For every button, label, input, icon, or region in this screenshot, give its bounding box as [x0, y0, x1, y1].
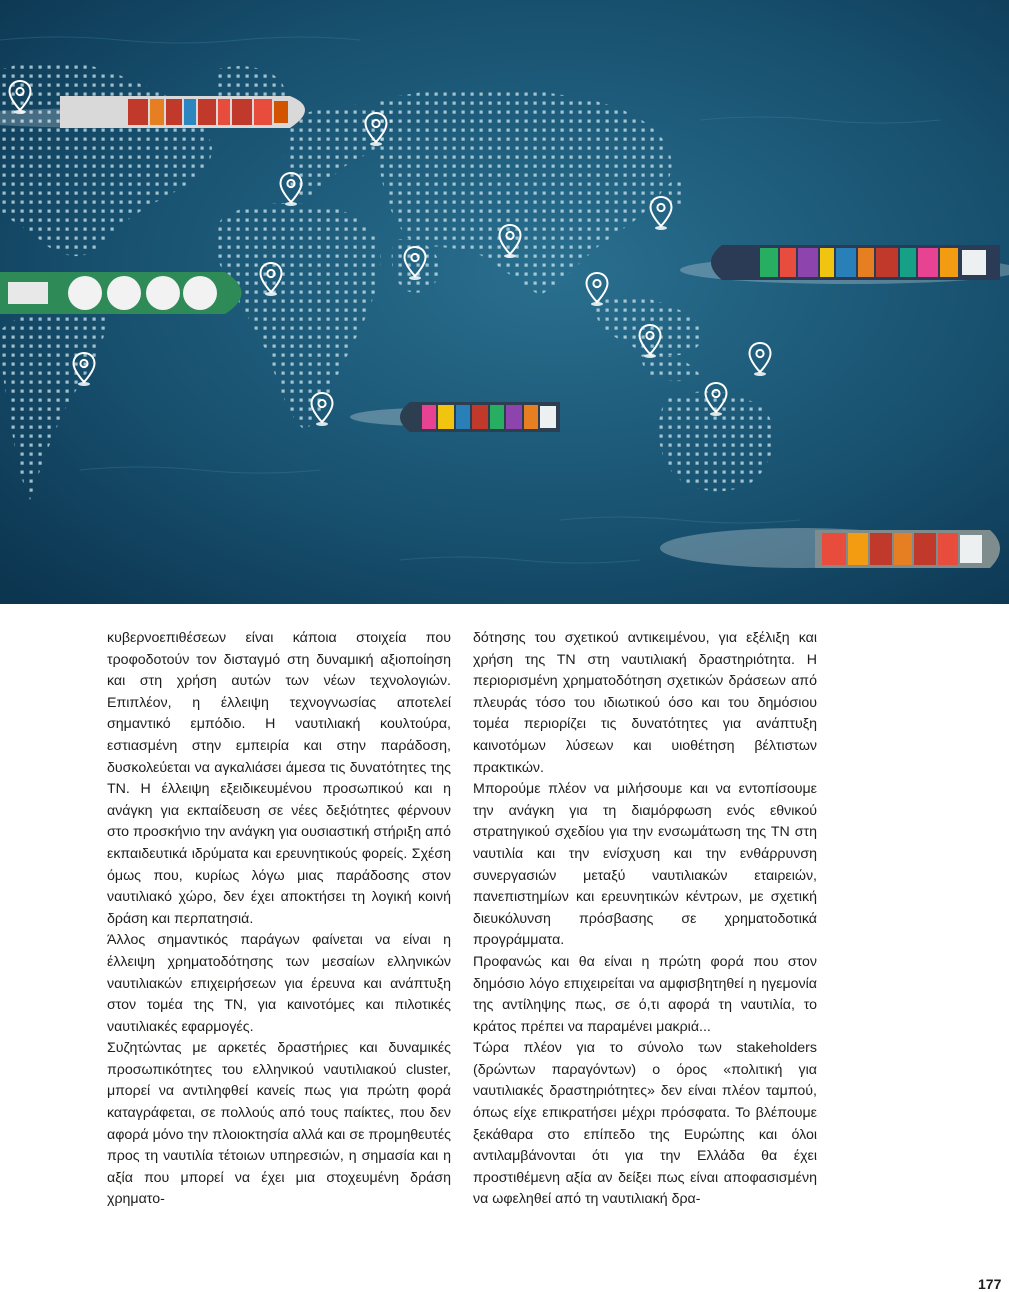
paragraph: κυβερνοεπιθέσεων είναι κάποια στοιχεία που τροφοδοτούν τον δισταγμό στη δυναμική αξιοποίηση και στη χρήση αυτών των νέων τεχνολογιών. Επιπλέον, η έλλειψη τεχνογνωσίας αποτελεί σημαντικό εμπόδιο. Η ναυτιλιακή κουλτούρα, εστιασμένη στην εμπειρία και στην παράδοση, δυσκολεύεται να αγκαλιάσει άμεσα τις δυνατότητες της ΤΝ. Η έλλειψη εξειδικευμένου προσωπικού και η ανάγκη για εκπαίδευση σε νέες δεξιότητες φέρνουν στο προσκήνιο την ανάγκη για ουσιαστική στήριξη από εκπαιδευτικά ιδρύματα και ερευνητικούς φορείς. Σχέση όμως που, κυρίως λόγω μιας παράδοσης στον ναυτιλιακό χώρο, δεν έχει αποκτήσει τη λογική κοινή δράση και περπατησιά. — [107, 630, 451, 927]
paragraph: δότησης του σχετικού αντικειμένου, για εξέλιξη και χρήση της ΤΝ στη ναυτιλιακή δραστηριότητα. Η περιορισμένη χρηματοδότηση σχετικών δράσεων από πλευράς τόσο του ιδιωτικού όσο και του δημόσιου τομέα περιορίζει τις δυνατότητες για ανάπτυξη καινοτόμων λύσεων και υιοθέτηση βέλτιστων πρακτικών. — [473, 630, 817, 776]
paragraph: Άλλος σημαντικός παράγων φαίνεται να είναι η έλλειψη χρηματοδότησης των μεσαίων ελληνικών ναυτιλιακών επιχειρήσεων για έρευνα και ανάπτυξη στον τομέα της ΤΝ, για καινοτόμες και πιλοτικές ναυτιλιακές εφαρμογές. — [107, 932, 451, 1035]
hero-image — [0, 0, 1009, 604]
page-number: 177 — [978, 1276, 1002, 1292]
container-ship-right — [711, 245, 1000, 280]
paragraph: Συζητώντας με αρκετές δραστήριες και δυναμικές προσωπικότητες του ελληνικού ναυτιλιακού cluster, μπορεί να αντιληφθεί κανείς πως για πρώτη φορά καταγράφεται, σε πολλούς από τους παίκτες, που δεν αφορά μόνο την πλοιοκτησία αλλά και σε προμηθευτές προς τη ναυτιλία τέτοιων υπηρεσιών, η σημασία και η αξία που μπορεί να έχει μια στοχευμένη δράση χρηματο- — [107, 1040, 451, 1208]
container-ship-top — [60, 96, 305, 128]
text-column-left — [107, 628, 451, 1211]
text-column-right — [473, 628, 817, 1211]
container-ship-center — [400, 402, 560, 432]
paragraph: Τώρα πλέον για το σύνολο των stakeholders (δρώντων παραγόντων) ο όρος «πολιτική για ναυτιλιακές δραστηριότητες» δεν είναι πλέον ταμπού, όπως είχε επικρατήσει μέχρι πρόσφατα. Το βλέπουμε ξεκάθαρα στο επίπεδο της Ευρώπης και όλοι αντιλαμβάνονται ότι για την Ελλάδα θα έχει προστιθέμενη αξία αν δείξει πως είναι αποφασισμένη να ωφεληθεί από τη ναυτιλιακή δρα- — [473, 1040, 817, 1208]
lng-tanker — [0, 272, 242, 314]
paragraph: Προφανώς και θα είναι η πρώτη φορά που στον δημόσιο λόγο επιχειρείται να αμφισβητηθεί η ηγεμονία της αντίληψης πως, σε ό,τι αφορά τη ναυτιλία, το κράτος πρέπει να παραμένει μακριά... — [473, 953, 817, 1035]
container-ship-bottom — [815, 530, 1000, 568]
paragraph: Μπορούμε πλέον να μιλήσουμε και να εντοπίσουμε την ανάγκη για τη διαμόρφωση ενός εθνικού στρατηγικού σχεδίου για την ενσωμάτωση της ΤΝ στη ναυτιλία και την ενίσχυση και την ενθάρρυνση συνεργασιών μεταξύ ναυτιλιακών εταιρειών, πανεπιστημίων και ερευνητικών κέντρων, με σχετική διευκόλυνση πρόσβασης σε χρηματοδοτικά προγράμματα. — [473, 781, 817, 949]
